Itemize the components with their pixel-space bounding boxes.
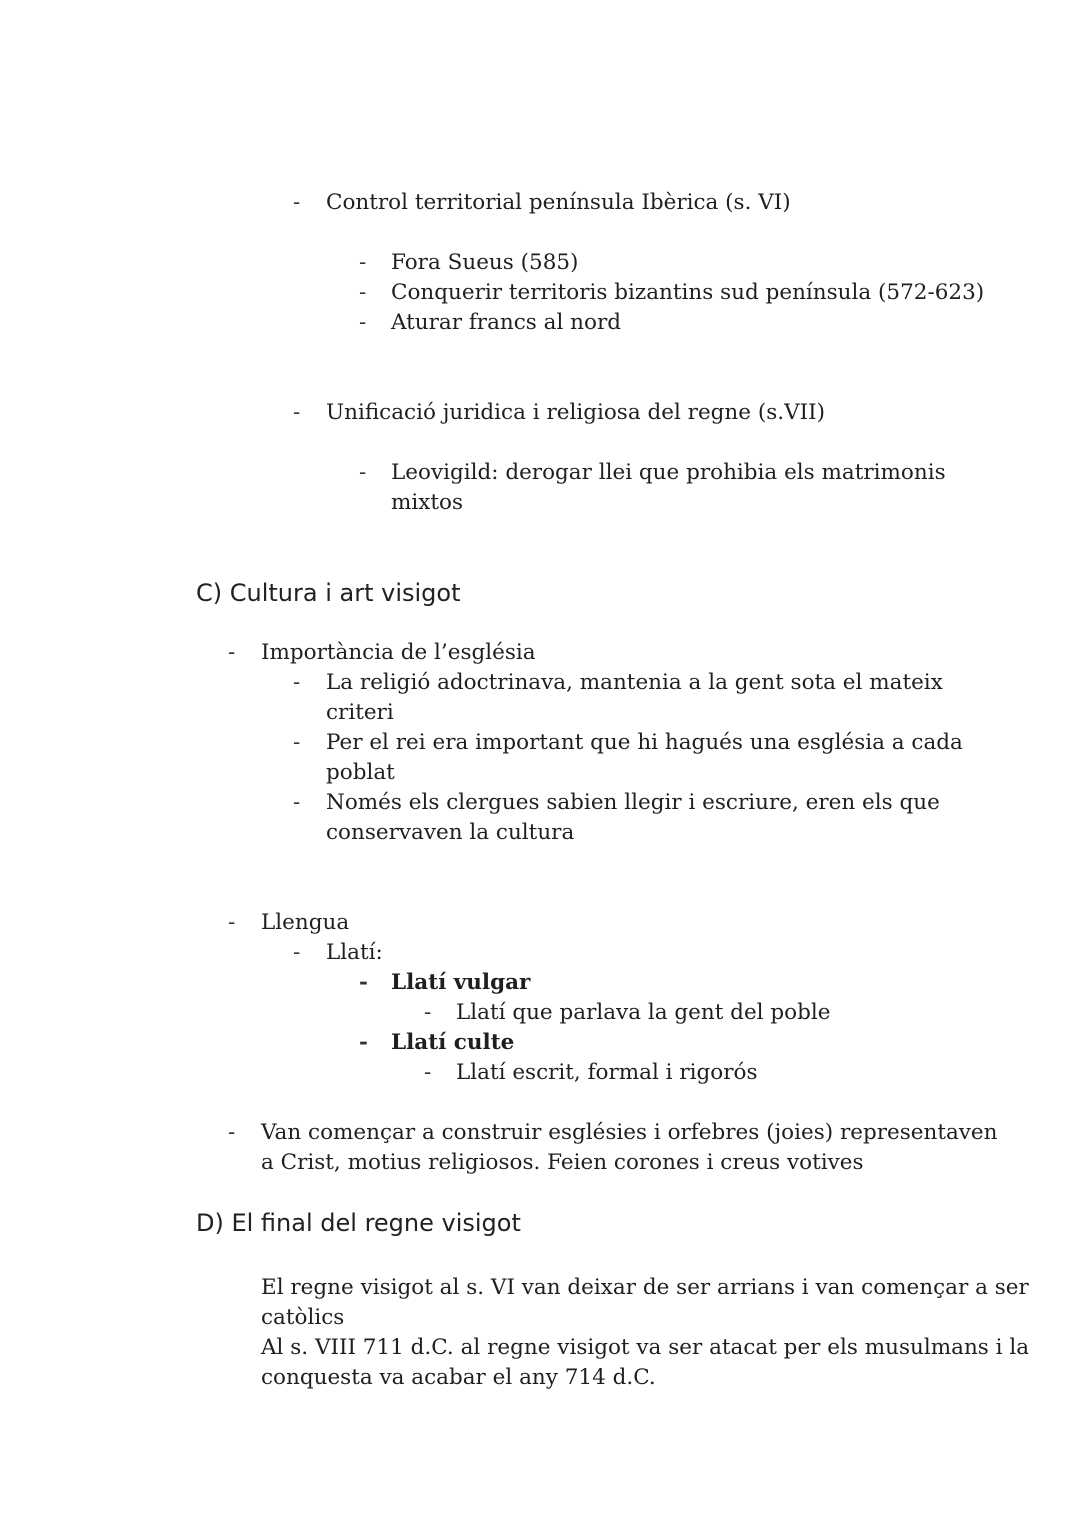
llati-culte-label: Llatí culte: [391, 1030, 515, 1055]
bullet-dash: -: [293, 670, 301, 695]
bullet-dash: -: [359, 250, 367, 275]
paragraph-line: catòlics: [261, 1305, 345, 1330]
list-item: Aturar francs al nord: [391, 310, 622, 335]
bullet-dash: -: [293, 940, 301, 965]
bullet-dash: -: [293, 730, 301, 755]
list-item: Leovigild: derogar llei que prohibia els matrimonis: [391, 460, 946, 485]
bullet-dash: -: [424, 1000, 432, 1025]
paragraph-line: conquesta va acabar el any 714 d.C.: [261, 1365, 656, 1390]
llati-label: Llatí:: [326, 940, 383, 965]
llati-vulgar-label: Llatí vulgar: [391, 970, 531, 995]
bullet-dash: -: [359, 280, 367, 305]
llati-vulgar-desc: Llatí que parlava la gent del poble: [456, 1000, 831, 1025]
bullet-dash: -: [228, 910, 236, 935]
list-item-cont: poblat: [326, 760, 395, 785]
bullet-dash: -: [228, 1120, 236, 1145]
paragraph-line: El regne visigot al s. VI van deixar de ser arrians i van començar a ser: [261, 1275, 1029, 1300]
paragraph-line: Al s. VIII 711 d.C. al regne visigot va ser atacat per els musulmans i la: [261, 1335, 1030, 1360]
bullet-dash: -: [359, 460, 367, 485]
llati-culte-desc: Llatí escrit, formal i rigorós: [456, 1060, 758, 1085]
bullet-dash: -: [293, 400, 301, 425]
list-item: La religió adoctrinava, mantenia a la gent sota el mateix: [326, 670, 943, 695]
bullet-dash: -: [424, 1060, 432, 1085]
art-text: Van començar a construir esglésies i orfebres (joies) representaven: [261, 1120, 998, 1145]
bullet-dash: -: [359, 1030, 368, 1055]
bullet-dash: -: [359, 310, 367, 335]
list-item: Fora Sueus (585): [391, 250, 579, 275]
list-item: Per el rei era important que hi hagués una església a cada: [326, 730, 963, 755]
list-item-cont: criteri: [326, 700, 394, 725]
list-item: Només els clergues sabien llegir i escriure, eren els que: [326, 790, 940, 815]
bullet-dash: -: [359, 970, 368, 995]
list-item-cont: mixtos: [391, 490, 464, 515]
llengua-label: Llengua: [261, 910, 350, 935]
section-heading: C) Cultura i art visigot: [196, 579, 461, 607]
bullet-dash: -: [228, 640, 236, 665]
bullet-dash: -: [293, 790, 301, 815]
bullet-dash: -: [293, 190, 301, 215]
section-heading: D) El final del regne visigot: [196, 1209, 521, 1237]
unificacio-label: Unificació juridica i religiosa del regne (s.VII): [326, 400, 825, 425]
list-item: Conquerir territoris bizantins sud península (572-623): [391, 280, 985, 305]
control-label: Control territorial península Ibèrica (s. VI): [326, 190, 791, 215]
list-item-cont: conservaven la cultura: [326, 820, 575, 845]
art-text-cont: a Crist, motius religiosos. Feien corones i creus votives: [261, 1150, 864, 1175]
esglesia-label: Importància de l’església: [261, 640, 536, 665]
